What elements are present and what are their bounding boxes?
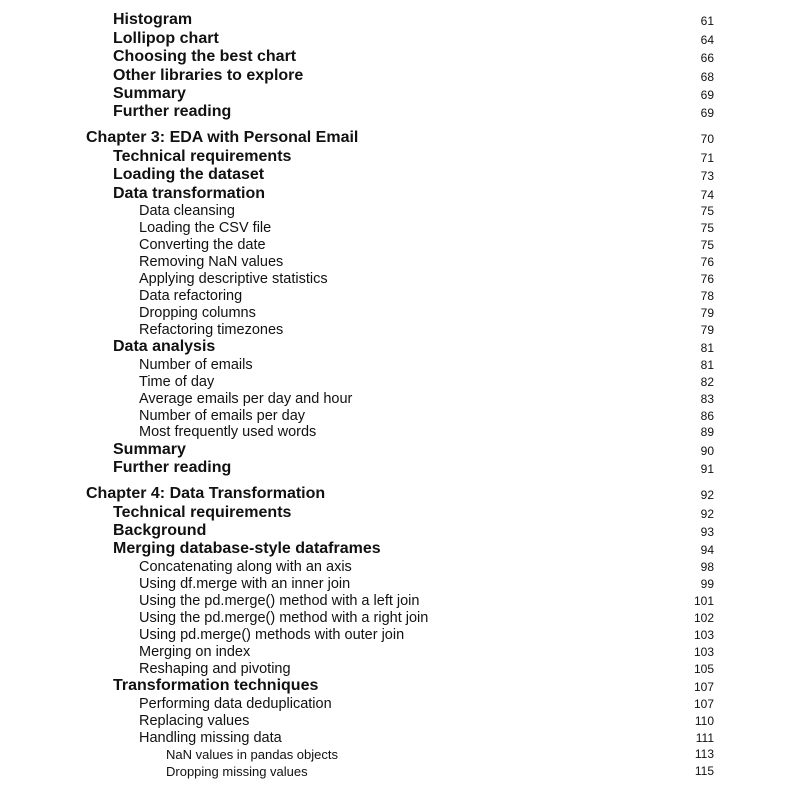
toc-entry-title: Using df.merge with an inner join [139, 576, 351, 593]
toc-entry-title: Loading the CSV file [139, 220, 272, 237]
toc-subsection[interactable] [0, 253, 800, 270]
toc-page-number: 92 [700, 506, 714, 521]
toc-page-number: 99 [700, 577, 714, 592]
toc-entry-title: Further reading [113, 103, 232, 121]
toc-page-number: 73 [700, 169, 714, 184]
toc-entry-title: Converting the date [139, 237, 266, 254]
toc-entry-title: Data transformation [113, 184, 266, 202]
toc-entry-title: Data refactoring [139, 287, 243, 304]
toc-entry-title: Applying descriptive statistics [139, 270, 328, 287]
toc-entry-title: Most frequently used words [139, 424, 317, 441]
table-of-contents [0, 11, 800, 779]
toc-entry-title: Reshaping and pivoting [139, 660, 291, 677]
toc-section[interactable] [0, 184, 800, 202]
toc-entry-title: Technical requirements [113, 147, 292, 165]
chapter-spacer [0, 121, 800, 129]
toc-page-number: 98 [700, 560, 714, 575]
toc-page-number: 90 [700, 443, 714, 458]
toc-entry-title: Data analysis [113, 338, 216, 356]
toc-chapter[interactable] [0, 129, 800, 147]
toc-entry-title: Handling missing data [139, 729, 282, 746]
toc-entry-title: Merging on index [139, 643, 251, 660]
toc-page-number: 105 [693, 661, 714, 676]
toc-entry-title: Further reading [113, 459, 232, 477]
toc-entry-title: Merging database-style dataframes [113, 540, 381, 558]
toc-page-number: 103 [693, 644, 714, 659]
toc-page-number: 91 [700, 462, 714, 477]
toc-subsection[interactable] [0, 695, 800, 712]
toc-page-number: 78 [700, 288, 714, 303]
chapter-spacer [0, 477, 800, 485]
toc-section[interactable] [0, 166, 800, 184]
toc-entry-title: Lollipop chart [113, 29, 219, 47]
toc-entry-title: Performing data deduplication [139, 695, 332, 712]
toc-section[interactable] [0, 459, 800, 477]
toc-entry-title: Using the pd.merge() method with a left join [139, 593, 420, 610]
toc-subsection[interactable] [0, 609, 800, 626]
toc-entry-title: Loading the dataset [113, 166, 265, 184]
toc-entry-title: Histogram [113, 11, 193, 29]
toc-section[interactable] [0, 503, 800, 521]
toc-entry-title: Concatenating along with an axis [139, 559, 352, 576]
toc-entry-title: Technical requirements [113, 503, 292, 521]
toc-section[interactable] [0, 147, 800, 165]
toc-page-number: 113 [694, 747, 714, 762]
toc-page-number: 103 [693, 627, 714, 642]
toc-page-number: 83 [700, 391, 714, 406]
toc-entry-title: Refactoring timezones [139, 321, 284, 338]
toc-section[interactable] [0, 48, 800, 66]
toc-page-number: 92 [700, 488, 714, 503]
toc-page-number: 69 [700, 87, 714, 102]
toc-subsection[interactable] [0, 407, 800, 424]
toc-subsection[interactable] [0, 626, 800, 643]
toc-entry-title: Number of emails per day [139, 407, 306, 424]
toc-subsection[interactable] [0, 712, 800, 729]
toc-page-number: 74 [700, 187, 714, 202]
toc-subsection[interactable] [0, 373, 800, 390]
toc-subsection[interactable] [0, 660, 800, 677]
toc-page-number: 79 [700, 305, 714, 320]
toc-subsection[interactable] [0, 203, 800, 220]
toc-page-number: 69 [700, 106, 714, 121]
toc-page-number: 89 [700, 425, 714, 440]
toc-subsection[interactable] [0, 390, 800, 407]
toc-subsection[interactable] [0, 424, 800, 441]
toc-chapter[interactable] [0, 485, 800, 503]
toc-subsection[interactable] [0, 356, 800, 373]
toc-entry-title: Using the pd.merge() method with a right join [139, 610, 429, 626]
toc-entry-title: Chapter 4: Data Transformation [86, 485, 326, 503]
toc-page-number: 70 [700, 132, 714, 147]
toc-page-number: 107 [693, 680, 714, 695]
toc-page-number: 61 [700, 14, 714, 29]
toc-subsubsection[interactable] [0, 762, 800, 779]
toc-section[interactable] [0, 338, 800, 356]
toc-section[interactable] [0, 522, 800, 540]
toc-subsection[interactable] [0, 729, 800, 746]
toc-page-number: 75 [700, 221, 714, 236]
toc-page-number: 66 [700, 51, 714, 66]
toc-page-number: 86 [700, 408, 714, 423]
toc-page-number: 110 [694, 713, 714, 728]
toc-subsubsection[interactable] [0, 746, 800, 763]
toc-section[interactable] [0, 103, 800, 121]
toc-entry-title: Removing NaN values [139, 254, 284, 271]
toc-subsection[interactable] [0, 236, 800, 253]
toc-subsection[interactable] [0, 321, 800, 338]
toc-section[interactable] [0, 440, 800, 458]
toc-entry-title: Background [113, 522, 207, 540]
toc-subsection[interactable] [0, 287, 800, 304]
toc-subsection[interactable] [0, 575, 800, 592]
toc-section[interactable] [0, 677, 800, 695]
toc-entry-title: Data cleansing [139, 203, 235, 220]
toc-entry-title: Using pd.merge() methods with outer join [139, 626, 405, 643]
toc-page-number: 64 [700, 32, 714, 47]
toc-section[interactable] [0, 85, 800, 103]
toc-page-number: 93 [700, 525, 714, 540]
toc-page-number: 115 [694, 763, 714, 778]
toc-entry-title: Transformation techniques [113, 677, 319, 695]
toc-entry-title: Dropping columns [139, 304, 256, 321]
toc-page-number: 75 [700, 238, 714, 253]
toc-page-number: 68 [700, 69, 714, 84]
toc-entry-title: Average emails per day and hour [139, 390, 353, 407]
toc-page-number: 102 [693, 611, 714, 625]
toc-entry-title: Dropping missing values [166, 763, 308, 779]
toc-page-number: 79 [700, 322, 714, 337]
toc-entry-title: Summary [113, 440, 186, 458]
toc-subsection[interactable] [0, 643, 800, 660]
toc-subsection[interactable] [0, 592, 800, 609]
toc-section[interactable] [0, 29, 800, 47]
toc-entry-title: Choosing the best chart [113, 48, 297, 66]
toc-page-number: 94 [700, 543, 714, 558]
toc-entry-title: Number of emails [139, 356, 253, 373]
toc-subsection[interactable] [0, 219, 800, 236]
toc-page-number: 76 [700, 271, 714, 286]
toc-page-number: 75 [700, 204, 714, 219]
toc-subsection[interactable] [0, 558, 800, 575]
toc-subsection[interactable] [0, 270, 800, 287]
toc-subsection[interactable] [0, 304, 800, 321]
toc-page-number: 81 [700, 357, 714, 372]
toc-section[interactable] [0, 11, 800, 29]
toc-section[interactable] [0, 66, 800, 84]
toc-page-number: 107 [693, 696, 714, 711]
toc-entry-title: Replacing values [139, 712, 250, 729]
toc-page-number: 82 [700, 374, 714, 389]
toc-entry-title: Time of day [139, 373, 215, 390]
toc-section[interactable] [0, 540, 800, 558]
toc-page-number: 81 [700, 341, 714, 356]
toc-entry-title: Chapter 3: EDA with Personal Email [86, 129, 359, 147]
toc-entry-title: Summary [113, 84, 186, 102]
toc-page-number: 71 [700, 150, 714, 165]
toc-page-number: 76 [700, 255, 714, 270]
toc-entry-title: Other libraries to explore [113, 66, 304, 84]
toc-entry-title: NaN values in pandas objects [166, 747, 338, 763]
toc-page-number: 111 [695, 730, 714, 745]
toc-page-number: 101 [693, 594, 714, 609]
